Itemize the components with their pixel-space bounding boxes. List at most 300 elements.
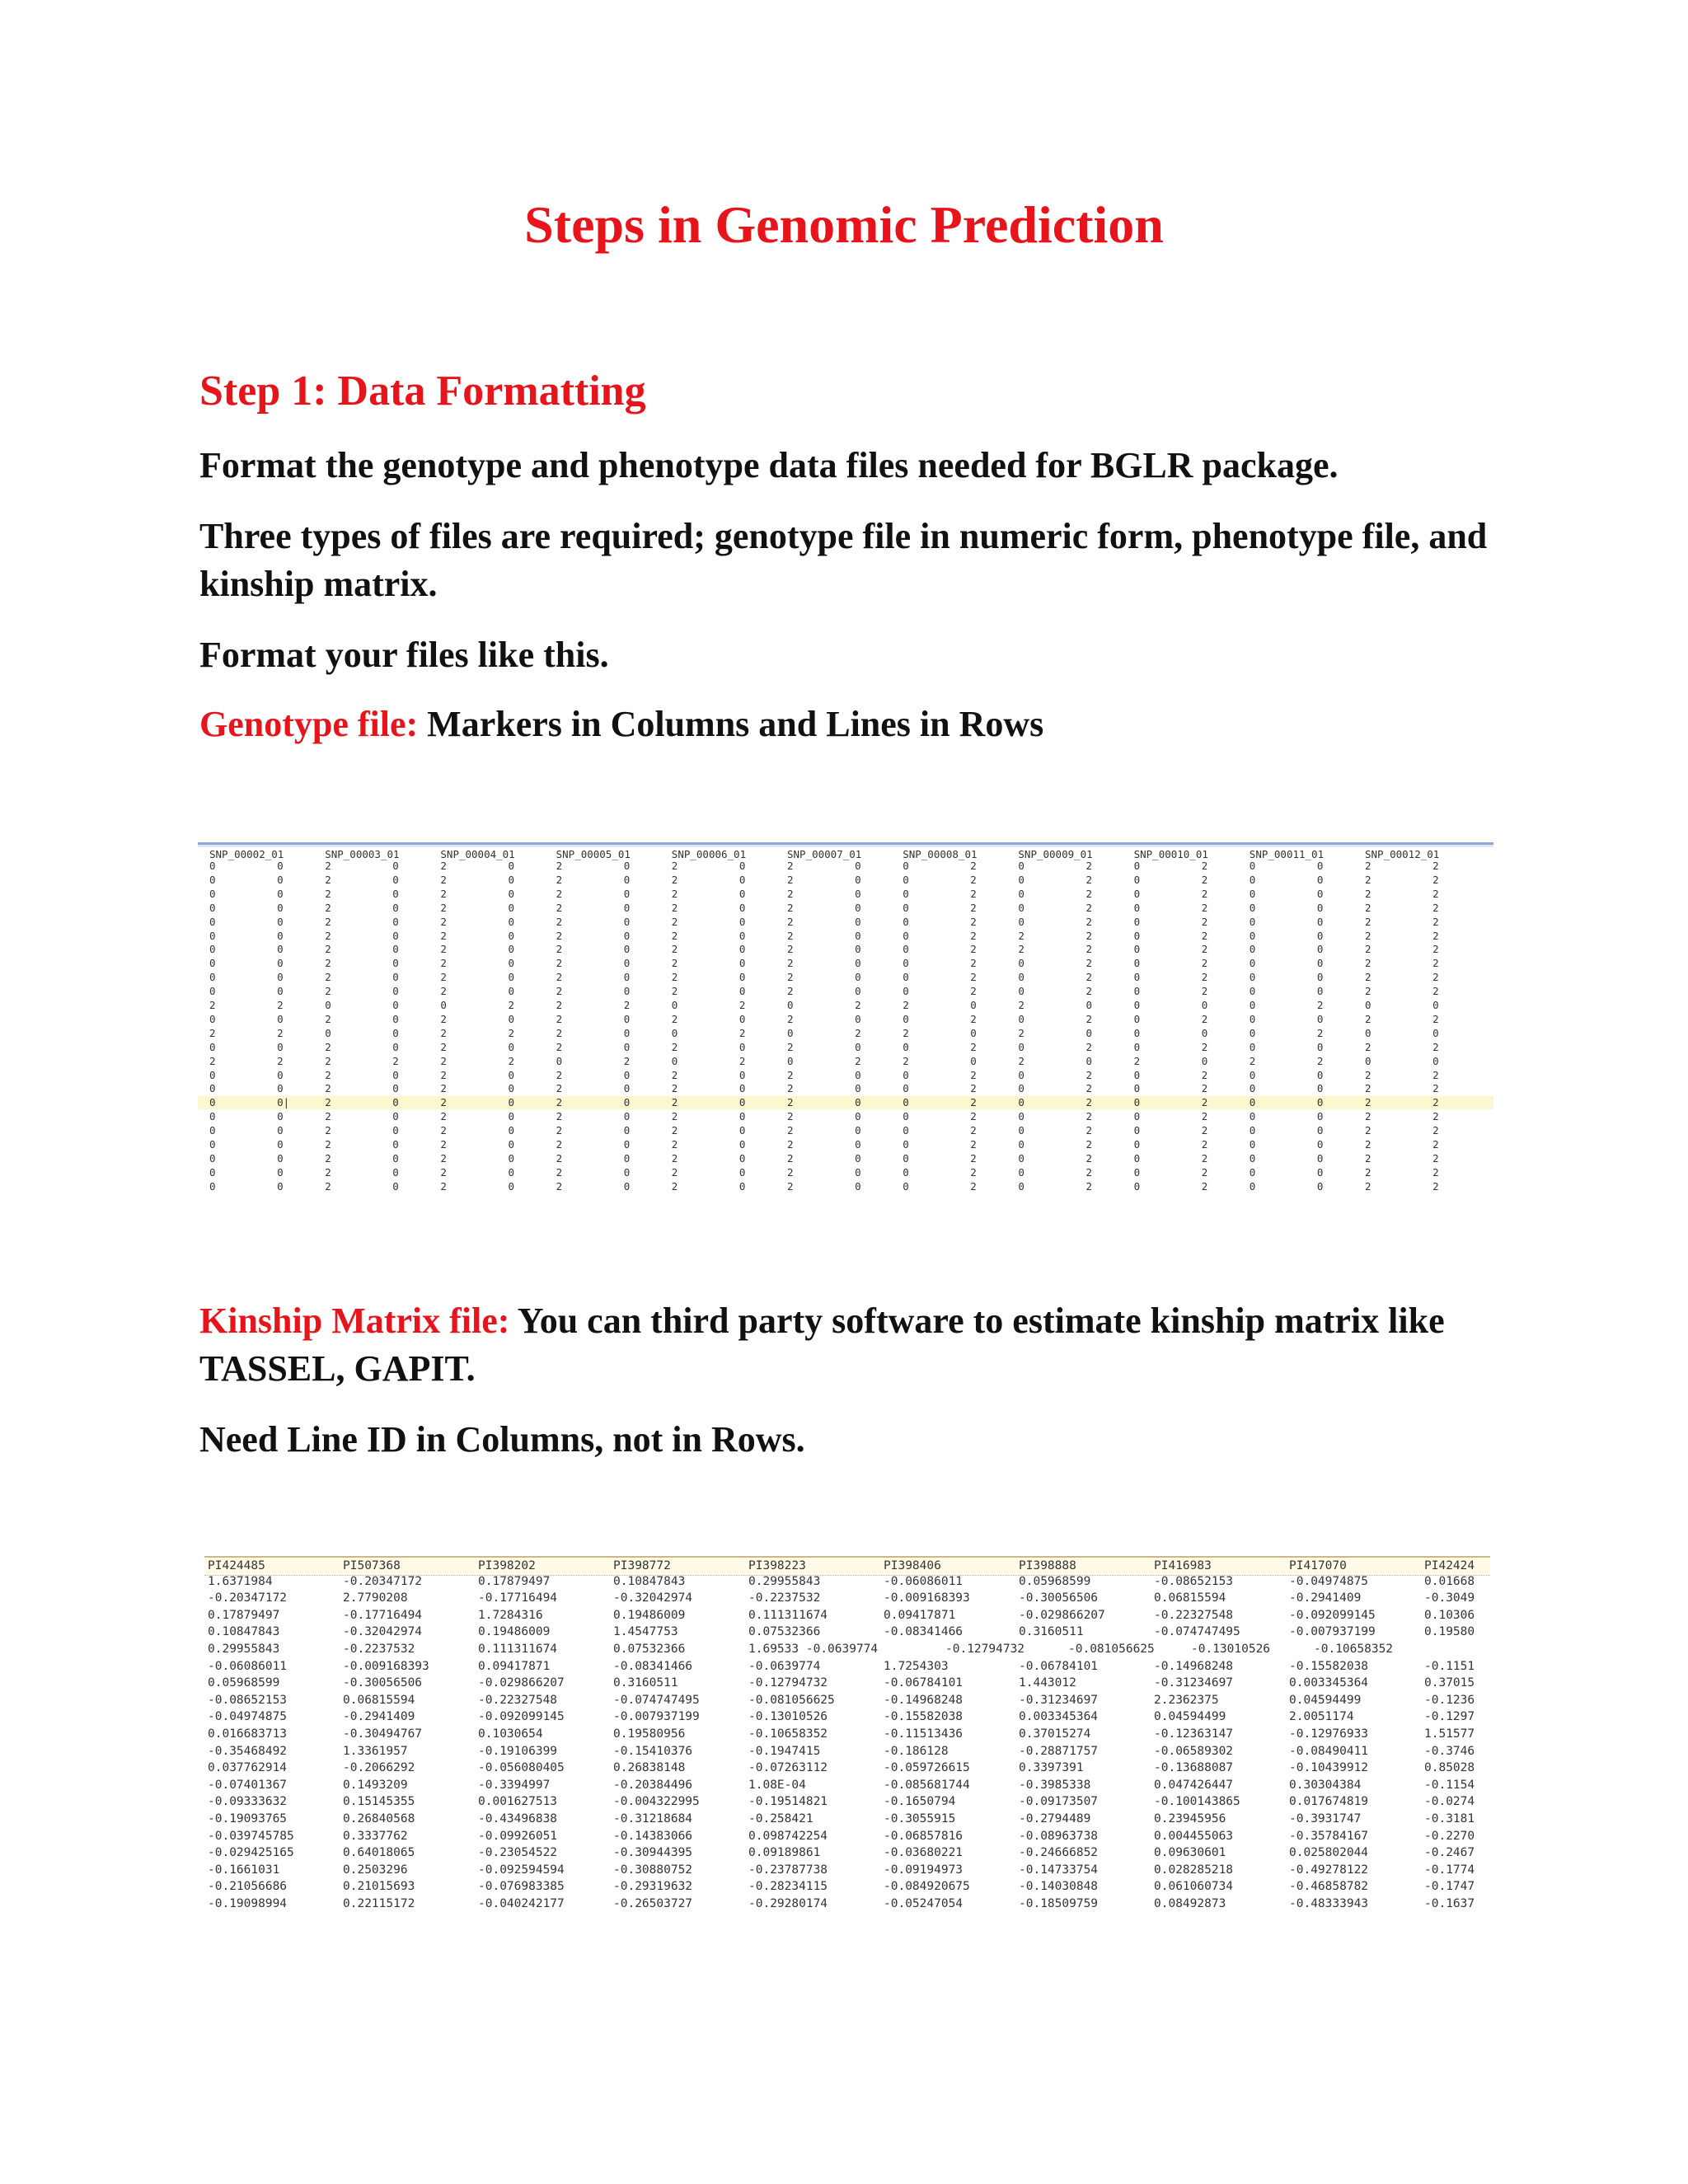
kinship-cell: -0.35468492 (208, 1744, 288, 1758)
genotype-cell: 2 (556, 929, 563, 942)
kinship-cell: -0.10658352 (1314, 1643, 1394, 1656)
kinship-cell: -0.029425165 (208, 1846, 294, 1860)
genotype-cell: 2 (209, 999, 216, 1011)
genotype-cell: 0 (738, 860, 746, 872)
genotype-cell: 0 (209, 1179, 216, 1193)
kinship-cell: -0.32042974 (613, 1591, 693, 1605)
kinship-cell: 0.08492873 (1154, 1897, 1226, 1910)
genotype-column-header: SNP_00003_01 (325, 848, 400, 860)
genotype-cell: 0 (392, 985, 399, 998)
genotype-cell: 2 (1085, 985, 1093, 998)
genotype-cell: 0 (1085, 999, 1093, 1011)
kinship-cell: 0.29955843 (208, 1643, 280, 1656)
genotype-cell: 0 (1249, 1124, 1256, 1137)
genotype-cell: 0 (392, 1096, 399, 1109)
kinship-cell: -0.100143865 (1154, 1795, 1240, 1809)
genotype-cell: 0 (1133, 1082, 1141, 1095)
genotype-cell: 0 (855, 1012, 861, 1025)
genotype-cell: 2 (440, 1096, 447, 1109)
genotype-cell: 0 (1201, 1026, 1208, 1039)
genotype-cell: 0| (277, 1096, 290, 1109)
kinship-cell: -0.1650794 (884, 1795, 956, 1809)
genotype-row (198, 1124, 1493, 1137)
genotype-cell: 0 (1432, 1026, 1439, 1039)
genotype-cell: 2 (1365, 1012, 1372, 1025)
kinship-cell: -0.13010526 (1191, 1643, 1271, 1656)
kinship-cell: 0.04594499 (1289, 1693, 1362, 1707)
kinship-row (204, 1573, 1490, 1591)
genotype-cell: 0 (392, 901, 399, 914)
genotype-cell: 0 (903, 957, 909, 970)
genotype-cell: 0 (787, 1054, 794, 1067)
genotype-cell: 0 (623, 943, 631, 956)
genotype-cell: 2 (1201, 1096, 1208, 1109)
genotype-cell: 0 (1249, 1068, 1256, 1081)
genotype-cell: 2 (1085, 929, 1093, 942)
kinship-cell: -0.12363147 (1154, 1727, 1234, 1741)
kinship-cell: 0.19580956 (613, 1727, 686, 1741)
kinship-cell: -0.1747 (1424, 1880, 1475, 1894)
kinship-cell: -0.1774 (1424, 1863, 1475, 1877)
genotype-cell: 2 (970, 971, 977, 984)
genotype-cell: 0 (392, 1026, 399, 1039)
genotype-cell: 0 (392, 1012, 399, 1025)
kinship-table (204, 1556, 1490, 1919)
kinship-cell: -0.076983385 (478, 1880, 565, 1894)
kinship-cell: 0.09417871 (478, 1659, 551, 1673)
genotype-cell: 0 (855, 957, 861, 970)
genotype-cell: 0 (1133, 915, 1141, 928)
genotype-cell: 2 (1018, 1054, 1025, 1067)
genotype-file-line (199, 701, 1502, 748)
kinship-cell: 0.2503296 (343, 1863, 408, 1877)
genotype-row (198, 1069, 1493, 1082)
genotype-cell: 0 (1133, 943, 1141, 956)
genotype-cell: 0 (1133, 873, 1141, 886)
genotype-row (198, 930, 1493, 943)
genotype-cell: 2 (1432, 901, 1439, 914)
genotype-cell: 2 (903, 1026, 909, 1039)
genotype-cell: 0 (855, 1138, 861, 1151)
genotype-cell: 2 (440, 1151, 447, 1165)
genotype-cell: 2 (440, 1165, 447, 1179)
kinship-cell: -0.3049 (1424, 1591, 1475, 1605)
kinship-cell: -0.15582038 (884, 1710, 964, 1724)
paragraph-file-types: Three types of files are required; genotype file in numeric form, phenotype file, and kinship matrix. (199, 516, 1488, 604)
genotype-cell: 2 (556, 1151, 563, 1165)
genotype-cell: 2 (325, 929, 331, 942)
genotype-column-header: SNP_00012_01 (1365, 848, 1440, 860)
kinship-cell: 0.06815594 (1154, 1591, 1226, 1605)
genotype-cell: 2 (787, 1068, 794, 1081)
genotype-cell: 0 (277, 1138, 284, 1151)
genotype-cell: 0 (623, 985, 631, 998)
genotype-cell: 0 (855, 1179, 861, 1193)
genotype-cell: 0 (1316, 915, 1324, 928)
genotype-cell: 2 (440, 1110, 447, 1123)
kinship-cell: -0.2237532 (748, 1591, 821, 1605)
genotype-cell: 0 (209, 1082, 216, 1095)
genotype-cell: 0 (209, 873, 216, 886)
genotype-cell: 2 (855, 1054, 861, 1067)
kinship-cell: 0.10306 (1424, 1608, 1475, 1622)
kinship-cell: -0.03680221 (884, 1846, 964, 1860)
genotype-cell: 2 (1201, 860, 1208, 872)
genotype-cell: 0 (1249, 1096, 1256, 1109)
kinship-cell: -0.09173507 (1019, 1795, 1099, 1809)
genotype-cell: 2 (325, 873, 331, 886)
genotype-cell: 2 (1201, 971, 1208, 984)
genotype-cell: 2 (440, 1068, 447, 1081)
genotype-cell: 0 (1018, 915, 1025, 928)
genotype-cell: 2 (970, 873, 977, 886)
genotype-cell: 0 (440, 999, 447, 1011)
kinship-cell: 0.3337762 (343, 1829, 408, 1843)
kinship-cell: -0.15582038 (1289, 1659, 1369, 1673)
kinship-cell: -0.17716494 (343, 1608, 423, 1622)
genotype-cell: 2 (277, 999, 284, 1011)
kinship-cell: -0.06086011 (208, 1659, 288, 1673)
genotype-cell: 0 (508, 929, 515, 942)
genotype-cell: 2 (787, 1012, 794, 1025)
genotype-cell: 0 (508, 943, 515, 956)
kinship-column-header: PI42424 (1424, 1559, 1475, 1572)
genotype-cell: 0 (209, 1068, 216, 1081)
kinship-cell: -0.1947415 (748, 1744, 821, 1758)
genotype-row (198, 1027, 1493, 1040)
genotype-cell: 2 (1432, 971, 1439, 984)
genotype-cell: 2 (440, 901, 447, 914)
kinship-row (204, 1675, 1490, 1692)
genotype-cell: 0 (787, 1026, 794, 1039)
kinship-cell: -0.14968248 (1154, 1659, 1234, 1673)
kinship-cell: 0.15145355 (343, 1795, 415, 1809)
kinship-cell: -0.10658352 (748, 1727, 828, 1741)
kinship-cell: -0.29319632 (613, 1880, 693, 1894)
genotype-cell: 2 (1432, 1151, 1439, 1165)
kinship-cell: -0.08490411 (1289, 1744, 1369, 1758)
genotype-cell: 2 (325, 1082, 331, 1095)
kinship-cell: 0.64018065 (343, 1846, 415, 1860)
genotype-cell: 2 (970, 1124, 977, 1137)
kinship-cell: 0.3397391 (1019, 1761, 1084, 1775)
kinship-row (204, 1844, 1490, 1862)
genotype-cell: 2 (970, 1179, 977, 1193)
genotype-cell: 2 (1316, 1054, 1324, 1067)
genotype-cell: 0 (903, 1124, 909, 1137)
genotype-cell: 2 (1365, 1096, 1372, 1109)
genotype-row (198, 874, 1493, 887)
genotype-cell: 2 (1201, 1068, 1208, 1081)
genotype-cell: 2 (1085, 1040, 1093, 1053)
kinship-cell: -0.007937199 (613, 1710, 700, 1724)
genotype-row (198, 1152, 1493, 1165)
kinship-cell: 0.047426447 (1154, 1778, 1234, 1792)
kinship-cell: -0.009168393 (884, 1591, 970, 1605)
kinship-cell: -0.081056625 (748, 1693, 835, 1707)
genotype-cell: 0 (277, 957, 284, 970)
genotype-cell: 0 (1018, 901, 1025, 914)
genotype-cell: 2 (440, 929, 447, 942)
genotype-cell: 0 (508, 957, 515, 970)
kinship-cell: 0.10847843 (208, 1625, 280, 1639)
genotype-cell: 0 (392, 1138, 399, 1151)
genotype-column-header: SNP_00009_01 (1018, 848, 1093, 860)
kinship-cell: -0.13010526 (748, 1710, 828, 1724)
kinship-cell: -0.32042974 (343, 1625, 423, 1639)
genotype-cell: 2 (787, 957, 794, 970)
genotype-cell: 0 (1432, 1054, 1439, 1067)
genotype-cell: 0 (1133, 971, 1141, 984)
genotype-cell: 0 (209, 943, 216, 956)
kinship-cell: -0.2237532 (343, 1643, 415, 1656)
kinship-cell: -0.3394997 (478, 1778, 551, 1792)
genotype-cell: 0 (209, 1012, 216, 1025)
kinship-cell: 0.016683713 (208, 1727, 288, 1741)
kinship-cell: -0.3055915 (884, 1812, 956, 1825)
genotype-cell: 2 (1085, 901, 1093, 914)
genotype-cell: 0 (903, 901, 909, 914)
genotype-cell: 2 (440, 1179, 447, 1193)
genotype-cell: 0 (392, 915, 399, 928)
kinship-cell: 0.3160511 (1019, 1625, 1084, 1639)
genotype-cell: 0 (1133, 957, 1141, 970)
genotype-cell: 2 (903, 1054, 909, 1067)
kinship-row (204, 1607, 1490, 1624)
genotype-cell: 0 (855, 943, 861, 956)
genotype-cell: 2 (1249, 1054, 1256, 1067)
kinship-cell: 0.05968599 (1019, 1574, 1091, 1588)
kinship-cell: -0.06086011 (884, 1574, 964, 1588)
genotype-cell: 2 (787, 873, 794, 886)
genotype-cell: 2 (325, 1124, 331, 1137)
kinship-cell: 0.19486009 (478, 1625, 551, 1639)
genotype-cell: 0 (392, 1068, 399, 1081)
kinship-cell: 1.7284316 (478, 1608, 543, 1622)
kinship-cell: -0.19514821 (748, 1795, 828, 1809)
genotype-cell: 2 (1201, 1124, 1208, 1137)
kinship-cell: -0.20384496 (613, 1778, 693, 1792)
kinship-cell: 0.10847843 (613, 1574, 686, 1588)
genotype-cell: 2 (508, 1054, 515, 1067)
genotype-cell: 2 (671, 860, 678, 872)
kinship-cell: 0.37015 (1424, 1676, 1475, 1690)
genotype-cell: 0 (1316, 901, 1324, 914)
genotype-cell: 0 (1133, 999, 1141, 1011)
genotype-cell: 0 (1316, 943, 1324, 956)
genotype-cell: 0 (392, 860, 399, 872)
genotype-cell: 0 (623, 1165, 631, 1179)
genotype-cell: 2 (1365, 915, 1372, 928)
genotype-cell: 0 (623, 860, 631, 872)
kinship-cell: -0.24666852 (1019, 1846, 1099, 1860)
genotype-cell: 2 (903, 999, 909, 1011)
genotype-cell: 0 (508, 887, 515, 900)
kinship-cell: -0.19098994 (208, 1897, 288, 1910)
genotype-cell: 0 (1133, 1124, 1141, 1137)
genotype-cell: 2 (970, 915, 977, 928)
kinship-cell: -0.20347172 (343, 1574, 423, 1588)
genotype-cell: 0 (903, 971, 909, 984)
genotype-cell: 2 (325, 915, 331, 928)
kinship-cell: -0.092594594 (478, 1863, 565, 1877)
genotype-cell: 2 (1201, 887, 1208, 900)
genotype-row (198, 1180, 1493, 1193)
genotype-cell: 2 (671, 887, 678, 900)
genotype-cell: 0 (1201, 999, 1208, 1011)
kinship-cell: 1.7254303 (884, 1659, 949, 1673)
genotype-cell: 2 (787, 971, 794, 984)
genotype-cell: 2 (970, 1138, 977, 1151)
genotype-cell: 2 (1201, 915, 1208, 928)
genotype-cell: 0 (855, 901, 861, 914)
genotype-cell: 0 (855, 971, 861, 984)
kinship-cell: -0.43496838 (478, 1812, 558, 1825)
genotype-cell: 0 (1249, 1110, 1256, 1123)
genotype-cell: 2 (738, 1054, 746, 1067)
genotype-cell: 2 (556, 1096, 563, 1109)
kinship-cell: -0.12794732 (748, 1676, 828, 1690)
genotype-cell: 0 (209, 1096, 216, 1109)
kinship-cell: -0.08652153 (1154, 1574, 1234, 1588)
genotype-cell: 0 (277, 1082, 284, 1095)
genotype-cell: 2 (1085, 943, 1093, 956)
genotype-cell: 0 (738, 929, 746, 942)
genotype-cell: 0 (1018, 957, 1025, 970)
genotype-cell: 0 (1249, 1179, 1256, 1193)
genotype-cell: 2 (440, 1082, 447, 1095)
genotype-file-label: Genotype file: (199, 704, 419, 744)
genotype-cell: 2 (671, 1082, 678, 1095)
genotype-cell: 0 (508, 1110, 515, 1123)
genotype-cell: 2 (1432, 873, 1439, 886)
genotype-cell: 2 (787, 943, 794, 956)
genotype-cell: 0 (1316, 1040, 1324, 1053)
genotype-cell: 2 (325, 1054, 331, 1067)
genotype-cell: 0 (738, 1151, 746, 1165)
kinship-column-header: PI416983 (1154, 1559, 1212, 1572)
genotype-cell: 2 (1365, 1151, 1372, 1165)
genotype-cell: 2 (440, 1026, 447, 1039)
genotype-cell: 2 (787, 1124, 794, 1137)
kinship-cell: 0.1493209 (343, 1778, 408, 1792)
kinship-cell: -0.1297 (1424, 1710, 1475, 1724)
genotype-cell: 2 (1432, 1124, 1439, 1137)
genotype-cell: 2 (556, 1179, 563, 1193)
kinship-cell: 0.22115172 (343, 1897, 415, 1910)
genotype-cell: 0 (855, 887, 861, 900)
genotype-cell: 0 (738, 901, 746, 914)
genotype-cell: 0 (1316, 1165, 1324, 1179)
kinship-cell: 0.04594499 (1154, 1710, 1226, 1724)
genotype-cell: 0 (738, 957, 746, 970)
genotype-cell: 2 (440, 1054, 447, 1067)
genotype-cell: 2 (970, 929, 977, 942)
genotype-cell: 2 (671, 915, 678, 928)
genotype-cell: 0 (903, 873, 909, 886)
genotype-cell: 0 (1018, 1096, 1025, 1109)
kinship-cell: -0.26503727 (613, 1897, 693, 1910)
kinship-cell: -0.2467 (1424, 1846, 1475, 1860)
genotype-cell: 0 (738, 1124, 746, 1137)
genotype-cell: 2 (325, 887, 331, 900)
genotype-cell: 0 (623, 901, 631, 914)
genotype-cell: 0 (623, 929, 631, 942)
genotype-cell: 2 (671, 901, 678, 914)
genotype-cell: 2 (1432, 1138, 1439, 1151)
genotype-cell: 0 (1316, 1096, 1324, 1109)
genotype-cell: 0 (1085, 1026, 1093, 1039)
genotype-cell: 2 (738, 1026, 746, 1039)
genotype-cell: 2 (1085, 1151, 1093, 1165)
genotype-cell: 0 (1365, 999, 1372, 1011)
kinship-cell: -0.11513436 (884, 1727, 964, 1741)
paragraph-line-id: Need Line ID in Columns, not in Rows. (199, 1419, 805, 1460)
genotype-cell: 0 (738, 1082, 746, 1095)
kinship-cell: 0.19486009 (613, 1608, 686, 1622)
kinship-column-header: PI398202 (478, 1559, 536, 1572)
genotype-cell: 2 (325, 1179, 331, 1193)
kinship-cell: -0.14383066 (613, 1829, 693, 1843)
genotype-cell: 0 (1316, 1082, 1324, 1095)
kinship-cell: -0.0274 (1424, 1795, 1475, 1809)
genotype-cell: 0 (623, 971, 631, 984)
genotype-cell: 0 (209, 971, 216, 984)
kinship-cell: 0.09630601 (1154, 1846, 1226, 1860)
genotype-cell: 2 (970, 943, 977, 956)
genotype-cell: 0 (1316, 887, 1324, 900)
kinship-cell: -0.28234115 (748, 1880, 828, 1894)
kinship-row (204, 1760, 1490, 1777)
genotype-cell: 2 (325, 1040, 331, 1053)
genotype-cell: 2 (1085, 887, 1093, 900)
genotype-cell: 2 (1201, 1151, 1208, 1165)
genotype-row (198, 985, 1493, 998)
step-1-heading: Step 1: Data Formatting (199, 368, 646, 415)
genotype-cell: 2 (556, 957, 563, 970)
genotype-cell: 2 (556, 873, 563, 886)
genotype-cell: 0 (1249, 971, 1256, 984)
kinship-cell: 0.004455063 (1154, 1829, 1234, 1843)
genotype-cell: 0 (903, 1096, 909, 1109)
kinship-cell: -0.22327548 (478, 1693, 558, 1707)
genotype-cell: 2 (1365, 943, 1372, 956)
genotype-cell: 0 (738, 1110, 746, 1123)
genotype-cell: 0 (392, 1110, 399, 1123)
kinship-cell: -0.05247054 (884, 1897, 964, 1910)
kinship-row (204, 1658, 1490, 1675)
kinship-cell: 0.21015693 (343, 1880, 415, 1894)
genotype-cell: 2 (970, 1165, 977, 1179)
genotype-cell: 0 (623, 915, 631, 928)
kinship-cell: -0.28871757 (1019, 1744, 1099, 1758)
kinship-row (204, 1726, 1490, 1743)
kinship-cell: -0.14030848 (1019, 1880, 1099, 1894)
genotype-cell: 0 (508, 971, 515, 984)
genotype-cell: 0 (1133, 1012, 1141, 1025)
kinship-row (204, 1811, 1490, 1828)
genotype-cell: 2 (209, 1054, 216, 1067)
genotype-cell: 0 (1133, 1151, 1141, 1165)
genotype-cell: 0 (855, 929, 861, 942)
kinship-cell: 1.4547753 (613, 1625, 678, 1639)
genotype-cell: 0 (1249, 1138, 1256, 1151)
genotype-cell: 2 (970, 887, 977, 900)
genotype-cell: 0 (325, 1026, 331, 1039)
kinship-cell: -0.2941409 (1289, 1591, 1362, 1605)
genotype-cell: 2 (671, 1068, 678, 1081)
genotype-cell: 0 (623, 1068, 631, 1081)
